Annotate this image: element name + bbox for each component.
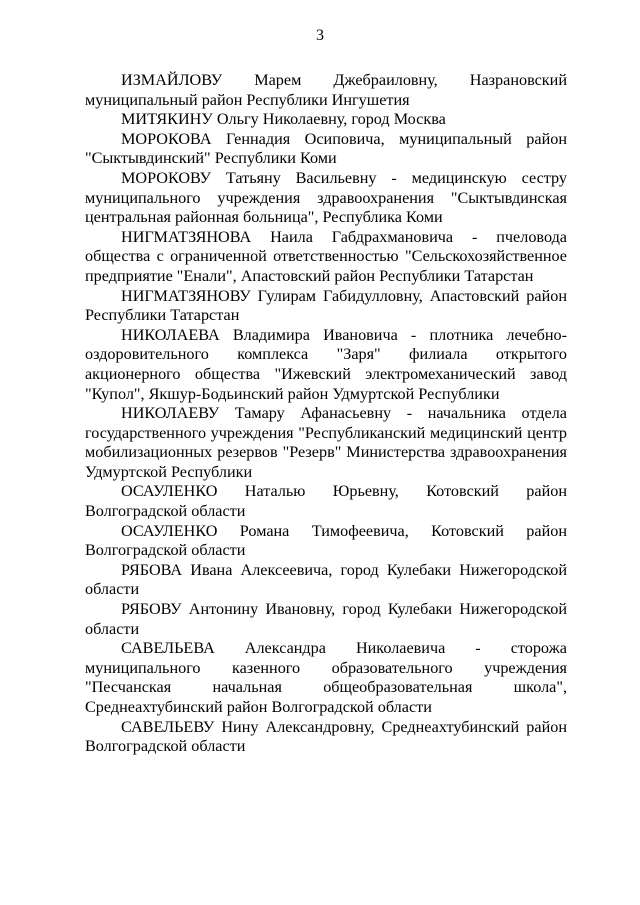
entry-text: НИГМАТЗЯНОВА Наила Габдрахмановича - пчеловода общества с ограниченной ответственностью "Сельскохозяйственное предприятие "Енали", Апастовский район Республики Татарстан	[85, 227, 567, 285]
entry-text: НИКОЛАЕВУ Тамару Афанасьевну - начальника отдела государственного учреждения "Республиканский медицинский центр мобилизационных резервов "Резерв" Министерства здравоохранения Удмуртской Республики	[85, 404, 567, 481]
list-item	[85, 110, 567, 130]
entry-text: РЯБОВУ Антонину Ивановну, город Кулебаки Нижегородской области	[85, 600, 567, 638]
entry-text: ИЗМАЙЛОВУ Марем Джебраиловну, Назрановский муниципальный район Республики Ингушетия	[85, 71, 567, 109]
list-item	[85, 130, 567, 169]
entry-text: ОСАУЛЕНКО Романа Тимофеевича, Котовский район Волгоградской области	[85, 521, 567, 560]
list-item	[85, 71, 567, 110]
entry-text: ОСАУЛЕНКО Наталью Юрьевну, Котовский район Волгоградской области	[85, 482, 567, 521]
entry-text: МОРОКОВУ Татьяну Васильевну - медицинскую сестру муниципального учреждения здравоохранения "Сыктывдинская центральная районная больница", Республика Коми	[85, 168, 567, 227]
list-item	[85, 404, 567, 482]
entry-text: САВЕЛЬЕВА Александра Николаевича - сторожа муниципального казенного образовательного учреждения "Песчанская начальная общеобразовательная школа", Среднеахтубинский район Волгоградской области	[85, 639, 567, 716]
list-item	[85, 169, 567, 228]
entry-text: РЯБОВА Ивана Алексеевича, город Кулебаки Нижегородской области	[85, 560, 567, 599]
entry-text: НИКОЛАЕВА Владимира Ивановича - плотника лечебно-оздоровительного комплекса "Заря" филиала открытого акционерного общества "Ижевский электромеханический завод "Купол", Якшур-Бодьинский район Удмуртской Республики	[85, 325, 567, 403]
list-item	[85, 326, 567, 404]
list-item	[85, 718, 567, 757]
page-number: 3	[316, 27, 324, 44]
entry-text: МОРОКОВА Геннадия Осиповича, муниципальный район "Сыктывдинский" Республики Коми	[85, 129, 567, 168]
list-item	[85, 228, 567, 287]
award-list	[85, 71, 567, 757]
list-item	[85, 561, 567, 600]
entry-text: НИГМАТЗЯНОВУ Гулирам Габидулловну, Апастовский район Республики Татарстан	[85, 286, 567, 325]
list-item	[85, 287, 567, 326]
entry-text: МИТЯКИНУ Ольгу Николаевну, город Москва	[121, 110, 446, 129]
list-item	[85, 522, 567, 561]
list-item	[85, 600, 567, 639]
entry-text: САВЕЛЬЕВУ Нину Александровну, Среднеахтубинский район Волгоградской области	[85, 717, 567, 756]
list-item	[85, 482, 567, 521]
list-item	[85, 639, 567, 717]
